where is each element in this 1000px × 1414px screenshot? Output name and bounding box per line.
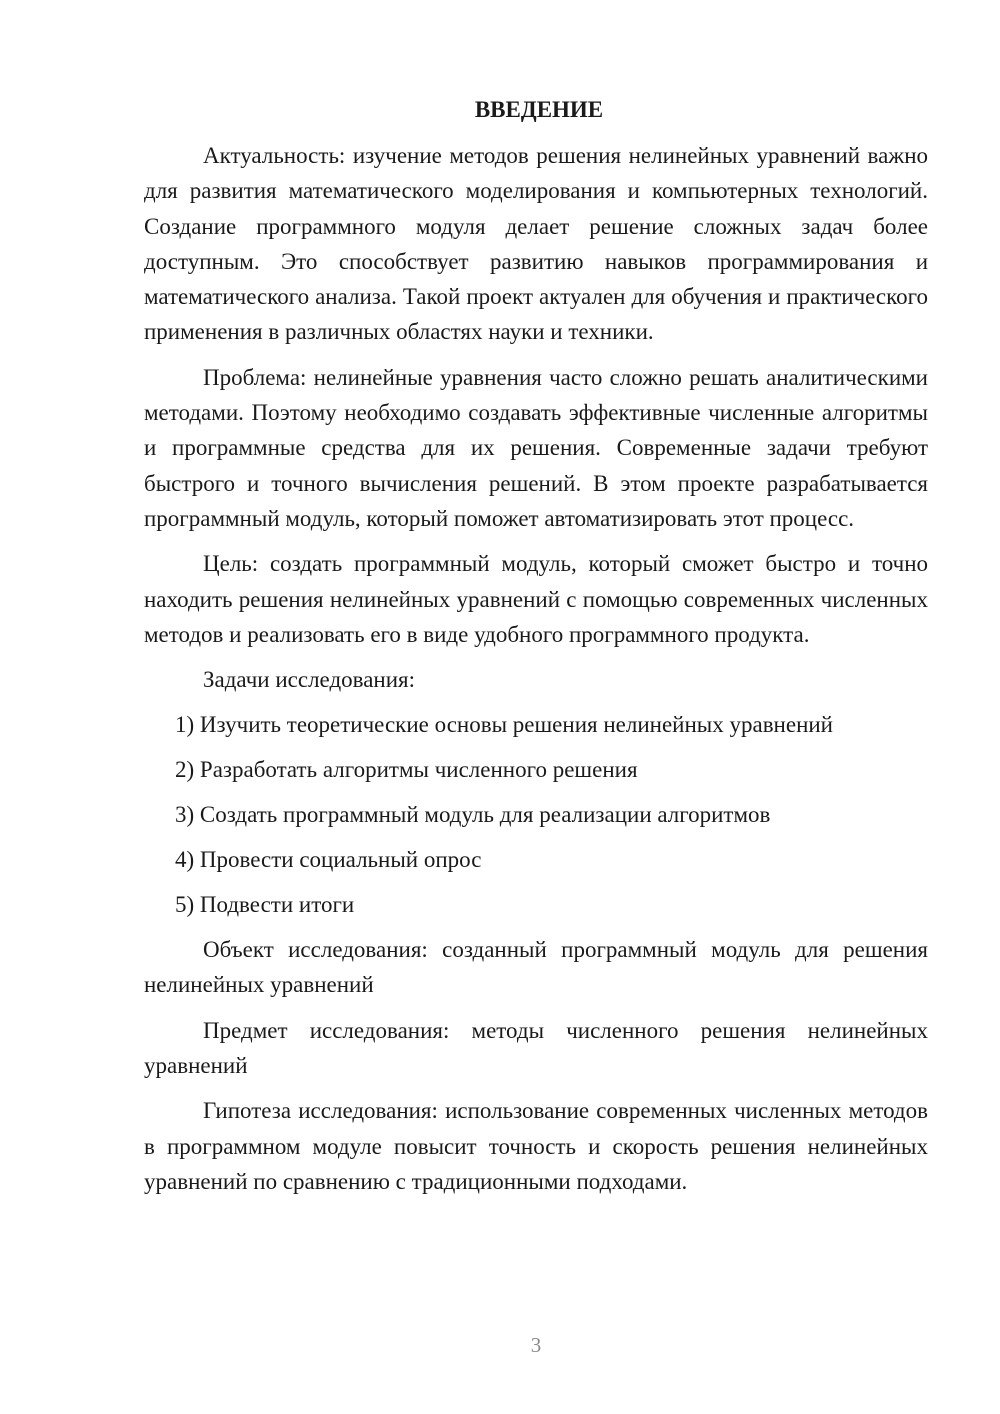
tasks-heading: Задачи исследования:	[203, 667, 416, 693]
page-content	[144, 94, 928, 1209]
tasks-list	[144, 707, 928, 922]
task-item: 2) Разработать алгоритмы численного решения	[175, 757, 638, 783]
task-item: 5) Подвести итоги	[175, 892, 355, 918]
problem-paragraph: Проблема: нелинейные уравнения часто сложно решать аналитическими методами. Поэтому необходимо создавать эффективные численные алгоритмы и программные средства для их решения. Современные задачи требуют быстрого и точного вычисления решений. В этом проекте разрабатывается программный модуль, который поможет автоматизировать этот процесс.	[144, 364, 928, 531]
hypothesis-paragraph: Гипотеза исследования: использование современных численных методов в программном модуле повысит точность и скорость решения нелинейных уравнений по сравнению с традиционными подходами.	[144, 1098, 928, 1194]
subject-paragraph: Предмет исследования: методы численного решения нелинейных уравнений	[144, 1017, 928, 1079]
task-item: 4) Провести социальный опрос	[175, 847, 482, 873]
task-item: 3) Создать программный модуль для реализации алгоритмов	[175, 802, 771, 828]
goal-paragraph: Цель: создать программный модуль, который сможет быстро и точно находить решения нелинейных уравнений с помощью современных численных методов и реализовать его в виде удобного программного продукта.	[144, 551, 928, 647]
page-number: 3	[530, 1333, 542, 1357]
relevance-paragraph: Актуальность: изучение методов решения нелинейных уравнений важно для развития математического моделирования и компьютерных технологий. Создание программного модуля делает решение сложных задач более доступным. Это способствует развитию навыков программирования и математического анализа. Такой проект актуален для обучения и практического применения в различных областях науки и техники.	[144, 143, 928, 345]
section-title: ВВЕДЕНИЕ	[474, 97, 604, 122]
object-paragraph: Объект исследования: созданный программный модуль для решения нелинейных уравнений	[144, 937, 928, 998]
task-item: 1) Изучить теоретические основы решения нелинейных уравнений	[175, 712, 833, 738]
